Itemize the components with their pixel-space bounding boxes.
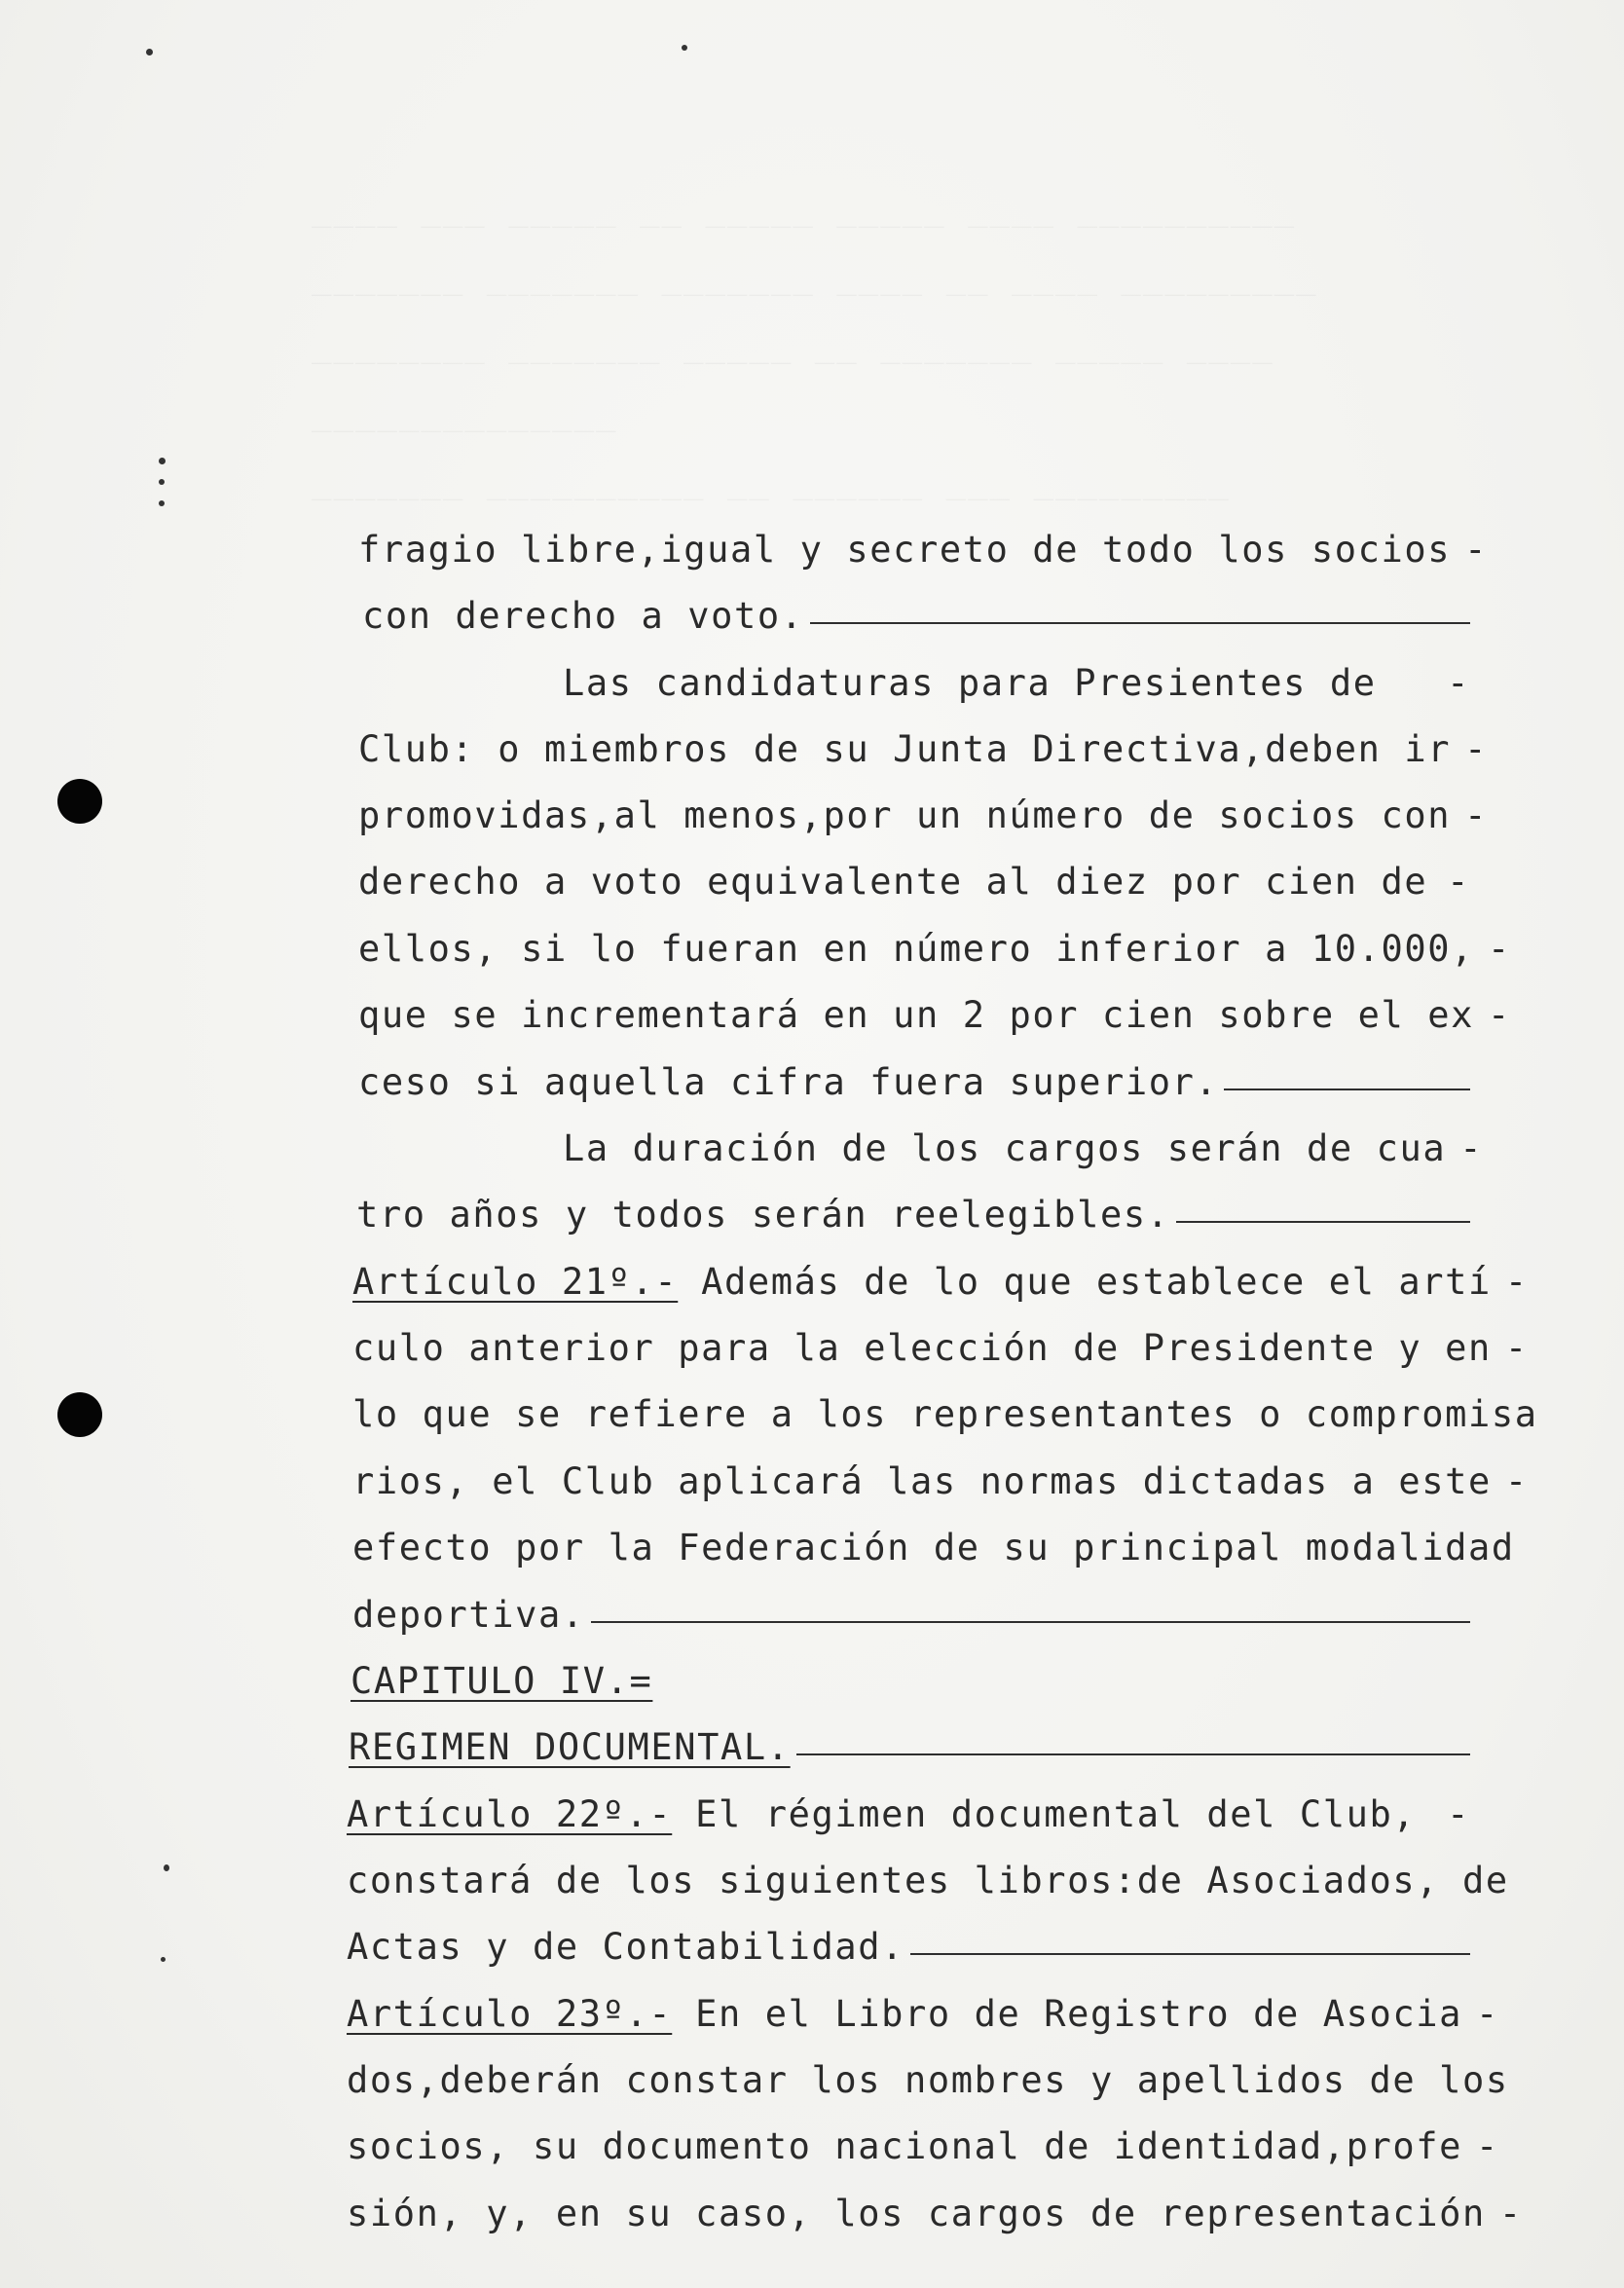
text-line <box>563 662 1470 704</box>
ink-speck <box>159 500 165 506</box>
line-text: Club: o miembros de su Junta Directiva,deben ir <box>358 728 1452 770</box>
line-text: que se incrementará en un 2 por cien sobre el ex <box>358 994 1475 1036</box>
fill-rule-line <box>1176 1221 1470 1223</box>
line-text: En el Libro de Registro de Asocia <box>672 1993 1463 2035</box>
section-heading: Artículo 21º.- <box>352 1261 679 1303</box>
line-text: ellos, si lo fueran en número inferior a 10.000, <box>358 928 1475 970</box>
line-text: con derecho a voto. <box>362 595 804 637</box>
text-line <box>352 1327 1529 1369</box>
line-text: lo que se refiere a los representantes o compromisa <box>352 1393 1538 1435</box>
line-text: La duración de los cargos serán de cua <box>563 1127 1447 1169</box>
text-line <box>362 595 1470 637</box>
line-text: sión, y, en su caso, los cargos de representación <box>347 2193 1486 2234</box>
text-line <box>352 1460 1529 1502</box>
text-line <box>352 1261 1529 1303</box>
line-text: dos,deberán constar los nombres y apellidos de los <box>347 2059 1509 2101</box>
text-line <box>358 1061 1470 1103</box>
ink-speck <box>146 49 153 55</box>
section-heading: REGIMEN DOCUMENTAL. <box>349 1726 791 1768</box>
line-text: culo anterior para la elección de Presidente y en <box>352 1327 1492 1369</box>
text-line <box>358 529 1489 571</box>
fill-rule-line <box>910 1953 1470 1955</box>
line-text: constará de los siguientes libros:de Asociados, de <box>347 1860 1509 1901</box>
line-end-hyphen: - <box>1464 728 1489 770</box>
text-line <box>358 794 1489 836</box>
text-line <box>347 2193 1523 2234</box>
fill-rule-line <box>810 622 1470 624</box>
line-text: Las candidaturas para Presientes de <box>563 662 1377 704</box>
bleed-through-shadow: ______________ <box>312 394 618 433</box>
bleed-through-shadow: _______ __________ __ ______ ___ _________ <box>312 462 1231 501</box>
fill-rule-line <box>796 1753 1470 1755</box>
line-text: ceso si aquella cifra fuera superior. <box>358 1061 1219 1103</box>
line-text: deportiva. <box>352 1594 585 1636</box>
line-text: El régimen documental del Club, <box>672 1793 1417 1835</box>
line-text: fragio libre,igual y secreto de todo los socios <box>358 529 1452 571</box>
text-line <box>352 1594 1470 1636</box>
text-line <box>347 1993 1499 2035</box>
text-line <box>349 1726 1470 1768</box>
section-heading: CAPITULO IV.= <box>351 1660 653 1702</box>
ink-speck <box>161 1957 166 1962</box>
line-end-hyphen: - <box>1464 794 1489 836</box>
line-text: Actas y de Contabilidad. <box>347 1926 905 1968</box>
fill-rule-line <box>1224 1089 1470 1090</box>
line-text: rios, el Club aplicará las normas dictadas a este <box>352 1460 1492 1502</box>
binder-hole-top <box>57 779 102 824</box>
line-text: Además de lo que establece el artí <box>678 1261 1492 1303</box>
line-end-hyphen: - <box>1504 1460 1529 1502</box>
line-end-hyphen: - <box>1476 2125 1499 2167</box>
line-end-hyphen: - <box>1488 928 1511 970</box>
bleed-through-shadow: ________ _______ _____ __ _______ _____ ____ <box>312 326 1274 365</box>
bleed-through-shadow: _______ _______ _______ ____ __ ____ _________ <box>312 258 1318 297</box>
bleed-through-shadow: ____ ___ _____ __ _____ _____ ____ __________ <box>312 190 1297 229</box>
line-end-hyphen: - <box>1498 2193 1523 2234</box>
text-line <box>356 1194 1470 1236</box>
ink-speck <box>682 45 687 51</box>
text-line <box>352 1527 1515 1568</box>
line-text: promovidas,al menos,por un número de socios con <box>358 794 1452 836</box>
line-end-hyphen: - <box>1459 1127 1484 1169</box>
binder-hole-bottom <box>57 1392 102 1437</box>
line-end-hyphen: - <box>1504 1261 1529 1303</box>
line-text: socios, su documento nacional de identidad,profe <box>347 2125 1463 2167</box>
text-line <box>347 1793 1470 1835</box>
text-line <box>347 1860 1509 1901</box>
line-end-hyphen: - <box>1447 1793 1470 1835</box>
text-line <box>351 1660 1470 1702</box>
text-line <box>358 928 1511 970</box>
text-line <box>358 994 1511 1036</box>
line-end-hyphen: - <box>1447 662 1470 704</box>
line-end-hyphen: - <box>1504 1327 1529 1369</box>
ink-speck <box>164 1864 169 1871</box>
text-line <box>352 1393 1538 1435</box>
line-text: tro años y todos serán reelegibles. <box>356 1194 1170 1236</box>
text-line <box>347 1926 1470 1968</box>
text-line <box>358 861 1470 903</box>
line-end-hyphen: - <box>1447 861 1470 903</box>
line-end-hyphen: - <box>1488 994 1511 1036</box>
text-line <box>347 2125 1499 2167</box>
section-heading: Artículo 22º.- <box>347 1793 673 1835</box>
line-text: efecto por la Federación de su principal modalidad <box>352 1527 1515 1568</box>
section-heading: Artículo 23º.- <box>347 1993 673 2035</box>
line-text: derecho a voto equivalente al diez por cien de <box>358 861 1428 903</box>
fill-rule-line <box>591 1621 1470 1623</box>
text-line <box>347 2059 1509 2101</box>
text-line <box>358 728 1489 770</box>
ink-speck <box>159 479 165 485</box>
line-end-hyphen: - <box>1464 529 1489 571</box>
line-end-hyphen: - <box>1476 1993 1499 2035</box>
ink-speck <box>159 458 166 464</box>
text-line <box>563 1127 1484 1169</box>
